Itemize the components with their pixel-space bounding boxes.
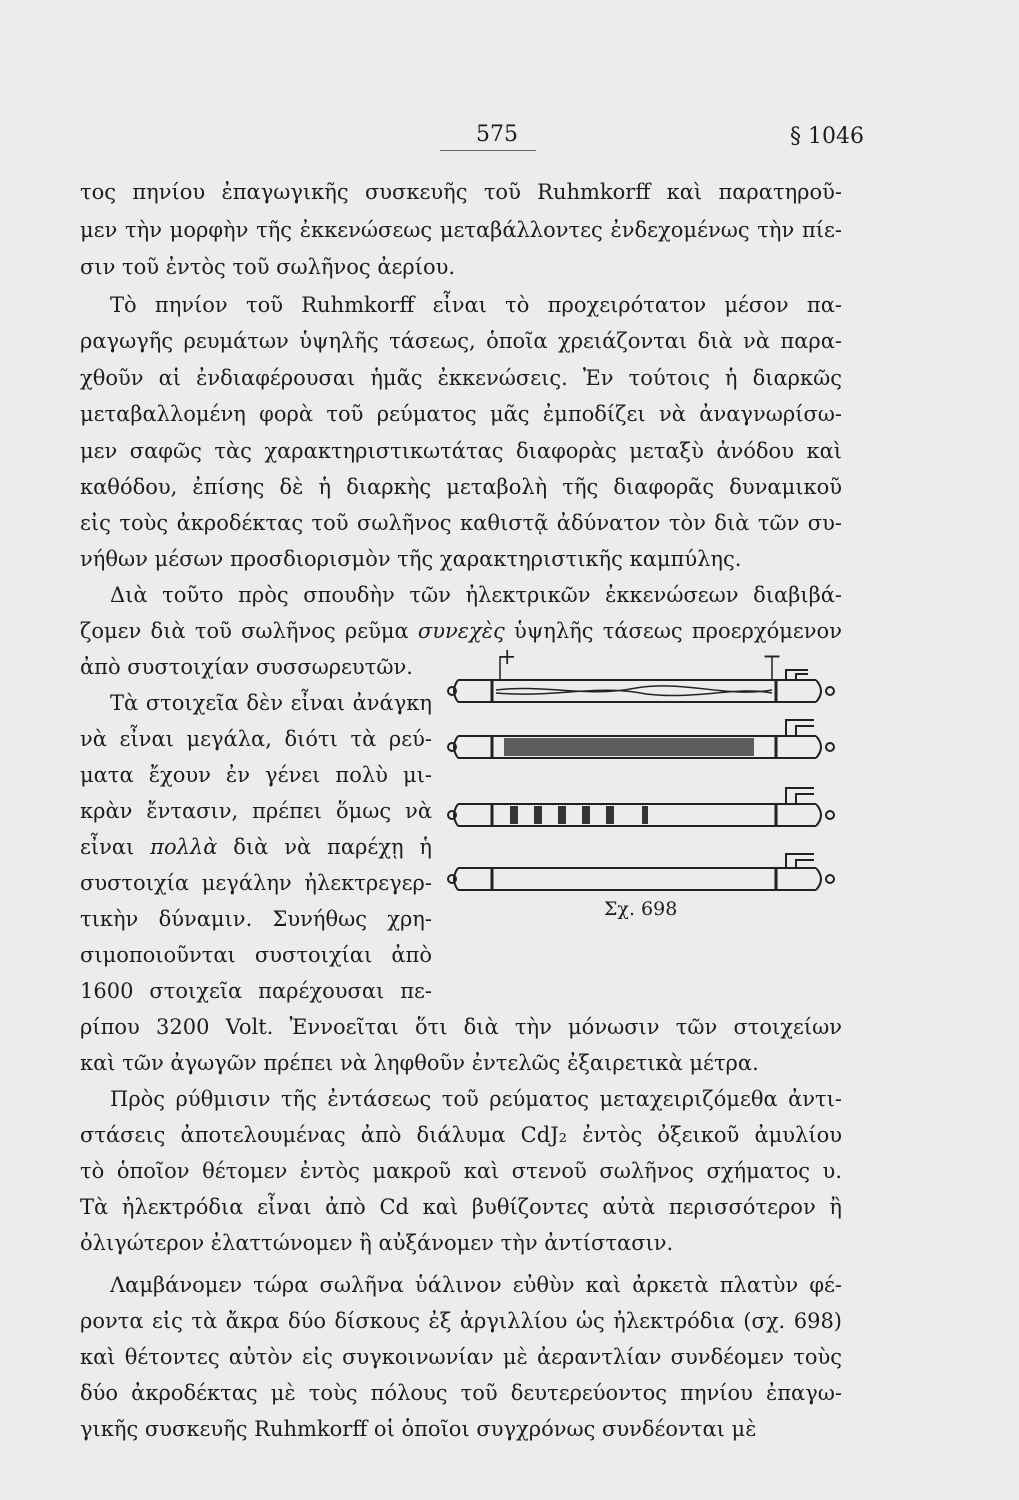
text-line: Λαμβάνομεν τώρα σωλῆνα ὑάλινον εὐθὺν καὶ ἀρκετὰ πλατὺν φέ- bbox=[110, 1273, 842, 1297]
text-line bbox=[80, 830, 432, 864]
text-line: γικῆς συσκευῆς Ruhmkorff οἱ ὁποῖοι συγχρόνως συνδέονται μὲ bbox=[80, 1417, 757, 1441]
text-segment: εἶναι bbox=[80, 835, 135, 859]
section-number: § 1046 bbox=[790, 124, 864, 149]
text-line: Τὰ ἠλεκτρόδια εἶναι ἀπὸ Cd καὶ βυθίζοντες αὐτὰ περισσότερον ἢ bbox=[80, 1195, 842, 1219]
text-line: νήθων μέσων προσδιορισμὸν τῆς χαρακτηριστικῆς καμπύλης. bbox=[80, 547, 742, 571]
text-line: κρὰν ἔντασιν, πρέπει ὅμως νὰ bbox=[80, 799, 432, 823]
text-line: καὶ θέτοντες αὐτὸν εἰς συγκοινωνίαν μὲ ἀεραντλίαν συνδέομεν τοὺς bbox=[80, 1345, 842, 1369]
text-line: καθόδου, ἐπίσης δὲ ἡ διαρκὴς μεταβολὴ τῆς διαφορᾶς δυναμικοῦ bbox=[80, 475, 842, 499]
striations bbox=[510, 806, 648, 824]
discharge-tube-4 bbox=[448, 854, 834, 890]
emphasis-text: πολλὰ bbox=[150, 835, 218, 859]
page-number-rule bbox=[440, 150, 536, 151]
text-line: τὸ ὁποῖον θέτομεν ἐντὸς μακροῦ καὶ στενοῦ σωλῆνος σχήματος υ. bbox=[80, 1159, 842, 1183]
figure-caption: Σχ. 698 bbox=[604, 898, 678, 920]
text-line: μεν σαφῶς τὰς χαρακτηριστικωτάτας διαφορὰς μεταξὺ ἀνόδου καὶ bbox=[80, 439, 842, 463]
text-line: Τὸ πηνίον τοῦ Ruhmkorff εἶναι τὸ προχειρότατον μέσον πα- bbox=[110, 293, 842, 317]
text-line: μεν τὴν μορφὴν τῆς ἐκκενώσεως μεταβάλλοντες ἐνδεχομένως τὴν πίε- bbox=[80, 218, 842, 242]
text-line: σιν τοῦ ἐντὸς τοῦ σωλῆνος ἀερίου. bbox=[80, 255, 456, 279]
text-line: τος πηνίου ἐπαγωγικῆς συσκευῆς τοῦ Ruhmkorff καὶ παρατηροῦ- bbox=[80, 180, 842, 204]
minus-sign: − bbox=[762, 642, 783, 670]
glow-column bbox=[504, 738, 754, 756]
text-segment: ὑψηλῆς τάσεως προερχόμενον bbox=[514, 619, 842, 643]
text-line: στάσεις ἀποτελουμένας ἀπὸ διάλυμα CdJ₂ ἐντὸς ὀξεικοῦ ἀμυλίου bbox=[80, 1123, 842, 1147]
text-line: χθοῦν αἱ ἐνδιαφέρουσαι ἡμᾶς ἐκκενώσεις. Ἐν τούτοις ἡ διαρκῶς bbox=[80, 366, 842, 390]
discharge-tube-3 bbox=[448, 788, 834, 826]
text-line: τικὴν δύναμιν. Συνήθως χρη- bbox=[80, 907, 432, 931]
text-line: ροντα εἰς τὰ ἄκρα δύο δίσκους ἐξ ἀργιλλίου ὡς ἠλεκτρόδια (σχ. 698) bbox=[80, 1309, 842, 1333]
text-segment: διὰ νὰ παρέχῃ ἡ bbox=[233, 835, 432, 859]
text-segment: ζομεν διὰ τοῦ σωλῆνος ρεῦμα bbox=[80, 619, 409, 643]
text-line: σιμοποιοῦνται συστοιχίαι ἀπὸ bbox=[80, 943, 432, 967]
emphasis-text: συνεχὲς bbox=[417, 619, 505, 643]
text-line: συστοιχία μεγάλην ἠλεκτρεγερ- bbox=[80, 871, 432, 895]
text-line: ρίπου 3200 Volt. Ἐννοεῖται ὅτι διὰ τὴν μόνωσιν τῶν στοιχείων bbox=[80, 1015, 842, 1039]
text-line: εἰς τοὺς ἀκροδέκτας τοῦ σωλῆνος καθιστᾷ ἀδύνατον τὸν διὰ τῶν συ- bbox=[80, 511, 842, 535]
text-line: νὰ εἶναι μεγάλα, διότι τὰ ρεύ- bbox=[80, 727, 432, 751]
discharge-tubes-figure bbox=[446, 640, 846, 930]
text-line: Διὰ τοῦτο πρὸς σπουδὴν τῶν ἠλεκτρικῶν ἐκκενώσεων διαβιβά- bbox=[110, 583, 842, 607]
text-line: Πρὸς ρύθμισιν τῆς ἐντάσεως τοῦ ρεύματος μεταχειριζόμεθα ἀντι- bbox=[110, 1087, 842, 1111]
text-line: καὶ τῶν ἀγωγῶν πρέπει νὰ ληφθοῦν ἐντελῶς ἐξαιρετικὰ μέτρα. bbox=[80, 1051, 759, 1075]
page-number: 575 bbox=[476, 122, 518, 147]
text-line: 1600 στοιχεῖα παρέχουσαι πε- bbox=[80, 979, 432, 1003]
plus-sign: + bbox=[498, 645, 517, 670]
text-line: ραγωγῆς ρευμάτων ὑψηλῆς τάσεως, ὁποῖα χρειάζονται διὰ νὰ παρα- bbox=[80, 329, 842, 353]
text-line: ἀπὸ συστοιχίαν συσσωρευτῶν. bbox=[80, 655, 413, 679]
text-line: Τὰ στοιχεῖα δὲν εἶναι ἀνάγκη bbox=[110, 691, 432, 715]
text-line: ὀλιγώτερον ἐλαττώνομεν ἢ αὐξάνομεν τὴν ἀντίστασιν. bbox=[80, 1231, 674, 1255]
text-line: ματα ἔχουν ἐν γένει πολὺ μι- bbox=[80, 763, 432, 787]
text-line: μεταβαλλομένη φορὰ τοῦ ρεύματος μᾶς ἐμποδίζει νὰ ἀναγνωρίσω- bbox=[80, 402, 842, 426]
page-header bbox=[0, 122, 1019, 156]
text-line: δύο ἀκροδέκτας μὲ τοὺς πόλους τοῦ δευτερεύοντος πηνίου ἐπαγω- bbox=[80, 1381, 842, 1405]
discharge-tube-1 bbox=[448, 670, 834, 702]
